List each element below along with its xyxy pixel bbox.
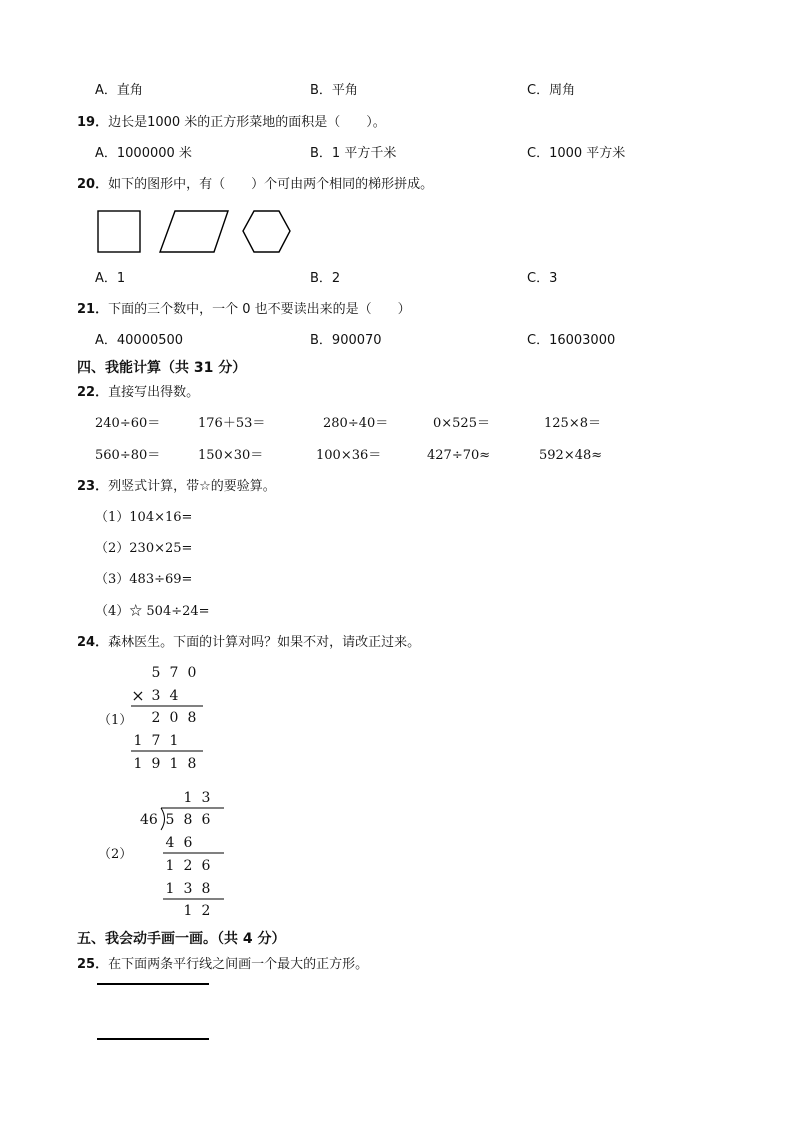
q22-calc: 240÷60＝ [95,416,161,431]
q25-text: 在下面两条平行线之间画一个最大的正方形。 [108,957,369,972]
q22-calc: 0×525＝ [433,416,490,431]
mult-digit: 7 [169,665,179,681]
q23-item: （1）104×16= [95,510,193,525]
q21-option-c: C．16003000 [527,333,616,348]
q20-text: 如下的图形中，有（ ）个可由两个相同的梯形拼成。 [108,177,434,192]
q24-part1-label: （1） [98,713,133,728]
q23-item: （3）483÷69= [95,572,193,587]
section5-title: 五、我会动手画一画。（共 4 分） [77,931,286,947]
mult-digit: 1 [133,733,143,749]
multiply-sign: × [131,686,145,705]
q21-text: 下面的三个数中，一个 0 也不要读出来的是（ ） [108,302,411,317]
q22-calc: 560÷80＝ [95,448,161,463]
q24-text: 森林医生。下面的计算对吗？如果不对，请改正过来。 [108,635,421,650]
q19-option-c: C．1000 平方米 [527,146,626,161]
q21-number: 21． [77,302,109,317]
div-digit: 6 [201,858,211,874]
mult-digit: 2 [151,710,161,726]
mult-digit: 8 [187,710,197,726]
q25-question [77,957,368,973]
q20-option-a: A．1 [95,271,126,286]
q21-option-a: A．40000500 [95,333,184,348]
q20-number: 20． [77,177,109,192]
q22-calc: 280÷40＝ [323,416,389,431]
mult-digit: 1 [169,756,179,772]
div-digit: 6 [183,835,193,851]
q22-calc: 176＋53＝ [198,416,266,431]
div-digit: 8 [201,881,211,897]
div-digit: 1 [165,858,175,874]
div-digit: 1 [183,903,193,919]
mult-digit: 3 [151,688,161,704]
q18-option-b: B．平角 [310,83,358,98]
q20-option-b: B．2 [310,271,341,286]
q23-item: （4）☆ 504÷24= [95,604,210,619]
mult-digit: 4 [169,688,179,704]
q18-option-c: C．周角 [527,83,576,98]
q22-text: 直接写出得数。 [108,385,200,400]
q21-option-b: B．900070 [310,333,382,348]
q25-number: 25． [77,957,109,972]
div-divisor: 46 [140,812,158,828]
div-digit: 6 [201,812,211,828]
q19-option-a: A．1000000 米 [95,146,192,161]
q24-number: 24． [77,635,109,650]
div-digit: 5 [165,812,175,828]
div-digit: 1 [183,790,193,806]
mult-digit: 0 [187,665,197,681]
q22-calc: 100×36＝ [316,448,382,463]
q18-option-a: A．直角 [95,83,143,98]
section4-title: 四、我能计算（共 31 分） [77,360,247,376]
mult-digit: 9 [151,756,161,772]
q22-calc: 592×48≈ [539,448,603,463]
div-digit: 1 [165,881,175,897]
q19-option-b: B．1 平方千米 [310,146,397,161]
q23-number: 23． [77,479,109,494]
q22-calc: 150×30＝ [198,448,264,463]
div-digit: 8 [183,812,193,828]
div-digit: 3 [183,881,193,897]
q23-item: （2）230×25= [95,541,193,556]
mult-digit: 7 [151,733,161,749]
mult-digit: 0 [169,710,179,726]
q22-calc: 427÷70≈ [427,448,491,463]
div-digit: 2 [201,903,211,919]
mult-digit: 1 [133,756,143,772]
division-bracket [161,808,224,830]
div-digit: 3 [201,790,211,806]
div-digit: 4 [165,835,175,851]
q22-number: 22． [77,385,109,400]
q20-option-c: C．3 [527,271,558,286]
q22-calc: 125×8＝ [544,416,601,431]
mult-digit: 8 [187,756,197,772]
mult-digit: 1 [169,733,179,749]
q24-part2-label: （2） [98,847,133,862]
q19-number: 19． [77,115,109,130]
div-digit: 2 [183,858,193,874]
mult-digit: 5 [151,665,161,681]
q19-text: 边长是1000 米的正方形菜地的面积是（ ）。 [108,115,386,130]
q23-text: 列竖式计算，带☆的要验算。 [108,479,276,494]
